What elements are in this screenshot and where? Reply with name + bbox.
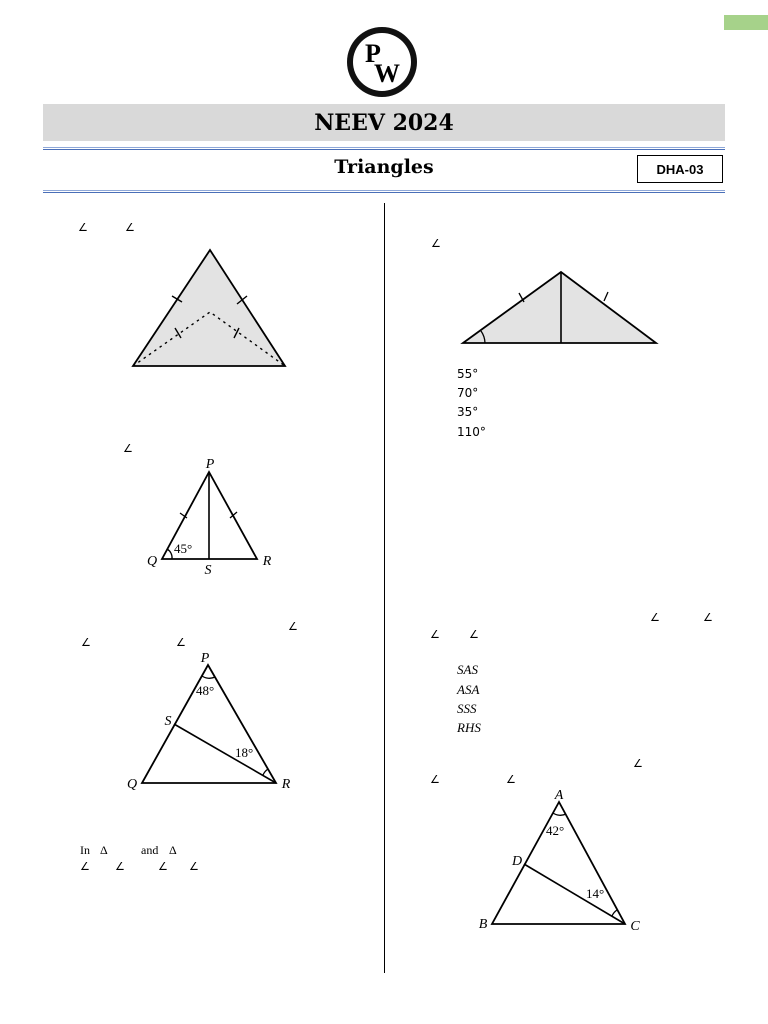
logo-letter-p: P — [365, 39, 381, 68]
angle-symbol: ∠ — [633, 757, 643, 770]
sheet-code: DHA-03 — [656, 161, 704, 177]
angle-symbol: ∠ — [189, 860, 199, 873]
vertex-label-c: C — [630, 919, 640, 934]
vertex-label-q: Q — [126, 777, 138, 792]
header-rule-top-2 — [43, 149, 725, 150]
pw-logo — [346, 26, 418, 98]
angle-symbol: ∠ — [115, 860, 125, 873]
angle-symbol: ∠ — [78, 221, 88, 234]
angle-label: 42° — [546, 823, 565, 838]
angle-symbol: ∠ — [430, 773, 440, 786]
vertex-label-b: B — [478, 917, 488, 932]
vertex-label-r: R — [281, 777, 291, 792]
option-b: 70° — [457, 386, 479, 400]
vertex-label-r: R — [262, 554, 272, 569]
question-word: and — [141, 843, 159, 857]
option-d: 110° — [457, 425, 486, 439]
angle-symbol: ∠ — [80, 860, 90, 873]
angle-label: 14° — [586, 886, 605, 901]
vertex-label-q: Q — [146, 554, 158, 569]
header-rule-top — [43, 147, 725, 148]
corner-tab — [724, 15, 768, 30]
option-a: SAS — [457, 662, 478, 677]
angle-label: 45° — [174, 541, 193, 556]
angle-symbol: ∠ — [650, 611, 660, 624]
header-rule-bottom — [43, 190, 725, 191]
angle-symbol: ∠ — [469, 628, 479, 641]
figure-triangle-inner-point — [125, 245, 295, 375]
option-b: ASA — [457, 682, 480, 697]
angle-symbol: ∠ — [431, 237, 441, 250]
vertex-label-p: P — [205, 457, 215, 472]
figure-triangle-pqr-cevian — [120, 645, 300, 800]
angle-label: 48° — [196, 683, 215, 698]
question-word: In — [80, 843, 90, 857]
option-c: 35° — [457, 405, 479, 419]
figure-triangle-abc-cevian — [470, 785, 650, 940]
angle-symbol: ∠ — [176, 636, 186, 649]
angle-symbol: ∠ — [288, 620, 298, 633]
column-divider — [384, 203, 385, 973]
figure-isosceles-pqr — [140, 453, 280, 578]
figure-isosceles-wide — [455, 265, 665, 350]
angle-label: 18° — [235, 745, 254, 760]
vertex-label-p: P — [200, 651, 210, 666]
option-a: 55° — [457, 367, 479, 381]
angle-symbol: ∠ — [125, 221, 135, 234]
angle-symbol: ∠ — [81, 636, 91, 649]
angle-symbol: ∠ — [158, 860, 168, 873]
page-title-bar — [43, 104, 725, 141]
delta-symbol: Δ — [169, 843, 177, 857]
page-title: NEEV 2024 — [314, 109, 454, 136]
logo-letter-w: W — [374, 59, 400, 88]
vertex-label-a: A — [554, 788, 564, 803]
vertex-label-s: S — [164, 714, 172, 729]
vertex-label-s: S — [204, 563, 212, 578]
angle-symbol: ∠ — [123, 442, 133, 455]
chapter-title: Triangles — [334, 156, 434, 178]
angle-symbol: ∠ — [703, 611, 713, 624]
angle-symbol: ∠ — [506, 773, 516, 786]
sheet-code-badge — [637, 155, 723, 183]
option-d: RHS — [457, 720, 481, 735]
header-rule-bottom-2 — [43, 192, 725, 193]
option-c: SSS — [457, 701, 477, 716]
vertex-label-d: D — [511, 854, 523, 869]
angle-symbol: ∠ — [430, 628, 440, 641]
delta-symbol: Δ — [100, 843, 108, 857]
